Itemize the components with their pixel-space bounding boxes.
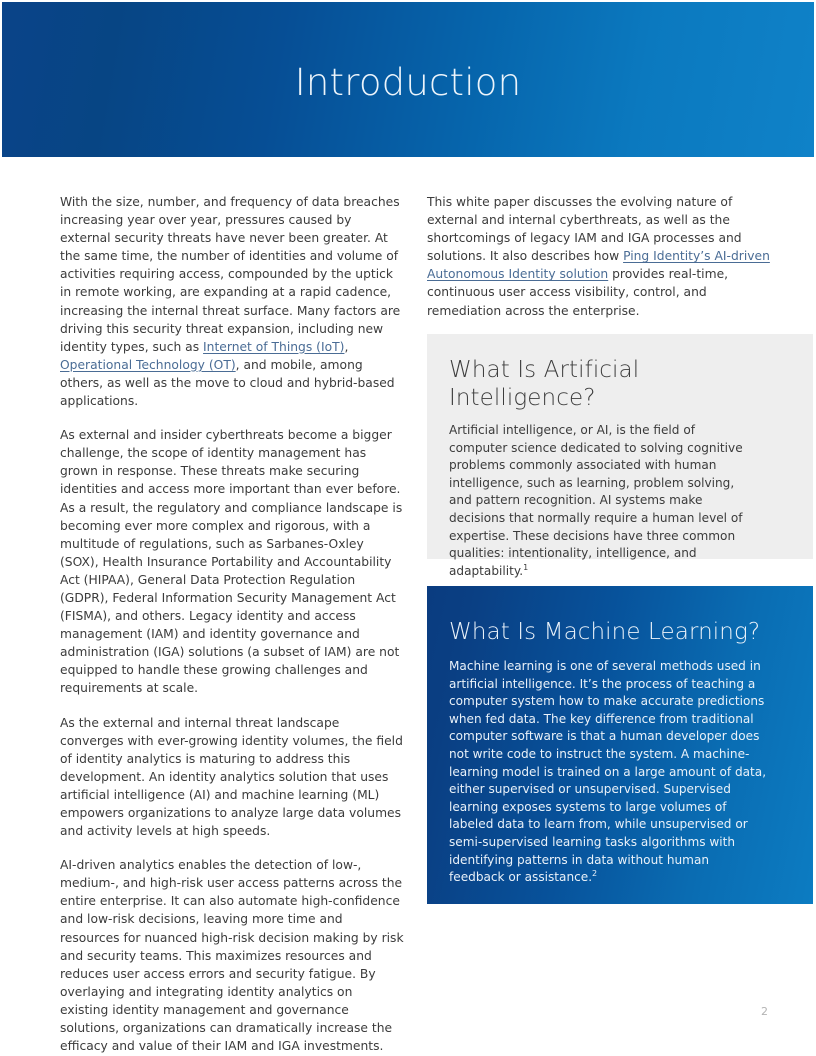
- callout-machine-learning: [427, 586, 813, 904]
- callout-artificial-intelligence: [427, 334, 813, 578]
- right-column: [427, 193, 777, 320]
- right-paragraph-1-text-part-1: This white paper discusses the evolving nature of external and internal cyberthreats, as well as the shortcomings of legacy IAM and IGA processes and solutions. It also describes how: [427, 195, 742, 264]
- callout-machine-learning-title: What Is Machine Learning?: [449, 619, 761, 645]
- footnote-reference-2: 2: [592, 869, 598, 879]
- callout-machine-learning-text: Machine learning is one of several methods used in artificial intelligence. It’s the process of teaching a computer system how to make accurate predictions when fed data. The key difference from traditional computer software is that a human developer does not write code to instruct the system. A machine-learning model is trained on a large amount of data, either supervised or unsupervised. Supervised learning exposes systems to large volumes of labeled data to learn from, while unsupervised or semi-supervised learning tasks algorithms with identifying patterns in data without human feedback or assistance.: [449, 659, 767, 885]
- link-ping-identity-autonomous-identity[interactable]: Ping Identity’s AI-driven Autonomous Identity solution: [427, 249, 770, 282]
- callout-artificial-intelligence-text: Artificial intelligence, or AI, is the field of computer science dedicated to solving cognitive problems commonly associated with human intelligence, such as learning, problem solving, and pattern recognition. AI systems make decisions that normally require a human level of expertise. These decisions have three common qualities: intentionality, intelligence, and adaptability.: [449, 423, 743, 578]
- left-column: [60, 193, 404, 1055]
- page-title: Introduction: [294, 61, 522, 104]
- callout-artificial-intelligence-body: [449, 422, 755, 580]
- left-paragraph-2: As external and insider cyberthreats become a bigger challenge, the scope of identity management has grown in response. These threats make securing identities and access more important than ever before. As a result, the regulatory and compliance landscape is becoming ever more complex and rigorous, with a multitude of regulations, such as Sarbanes-Oxley (SOX), Health Insurance Portability and Accountability Act (HIPAA), General Data Protection Regulation (GDPR), Federal Information Security Management Act (FISMA), and others. Legacy identity and access management (IAM) and identity governance and administration (IGA) solutions (a subset of IAM) are not equipped to handle these growing challenges and requirements at scale.: [60, 428, 403, 696]
- left-paragraph-1: [60, 193, 404, 410]
- right-paragraph-1: [427, 193, 777, 320]
- left-paragraph-3: As the external and internal threat landscape converges with ever-growing identity volumes, the field of identity analytics is maturing to address this development. An identity analytics solution that uses artificial intelligence (AI) and machine learning (ML) empowers organizations to analyze large data volumes and activity levels at high speeds.: [60, 715, 403, 839]
- right-paragraph-1-text-part-2: provides real-time, continuous user access visibility, control, and remediation across the enterprise.: [427, 267, 729, 318]
- left-paragraph-1-text-part-1: With the size, number, and frequency of data breaches increasing year over year, pressures caused by external security threats have never been greater. At the same time, the number of identities and volume of activities requiring access, compounded by the uptick in remote working, are expanding at a rapid cadence, increasing the internal threat surface. Many factors are driving this security threat expansion, including new identity types, such as: [60, 195, 401, 354]
- callout-artificial-intelligence-title: What Is Artificial Intelligence?: [449, 357, 640, 411]
- page-header-banner: [2, 2, 814, 157]
- callout-machine-learning-body: [449, 658, 767, 887]
- left-paragraph-1-text-part-3: , and mobile, among others, as well as the move to cloud and hybrid-based applications.: [60, 357, 395, 409]
- page-number: 2: [761, 1005, 768, 1018]
- footnote-reference-1: 1: [523, 562, 529, 572]
- left-paragraph-4: AI-driven analytics enables the detection of low-, medium-, and high-risk user access patterns across the entire enterprise. It can also automate high-confidence and low-risk decisions, leaving more time and resources for nuanced high-risk decision making by risk and security teams. This maximizes resources and reduces user access errors and security fatigue. By overlaying and integrating identity analytics on existing identity management and governance solutions, organizations can dramatically increase the efficacy and value of their IAM and IGA investments.: [60, 858, 404, 1054]
- link-operational-technology[interactable]: Operational Technology (OT): [60, 357, 236, 372]
- link-internet-of-things[interactable]: Internet of Things (IoT): [203, 339, 345, 354]
- left-paragraph-1-separator: ,: [344, 339, 349, 354]
